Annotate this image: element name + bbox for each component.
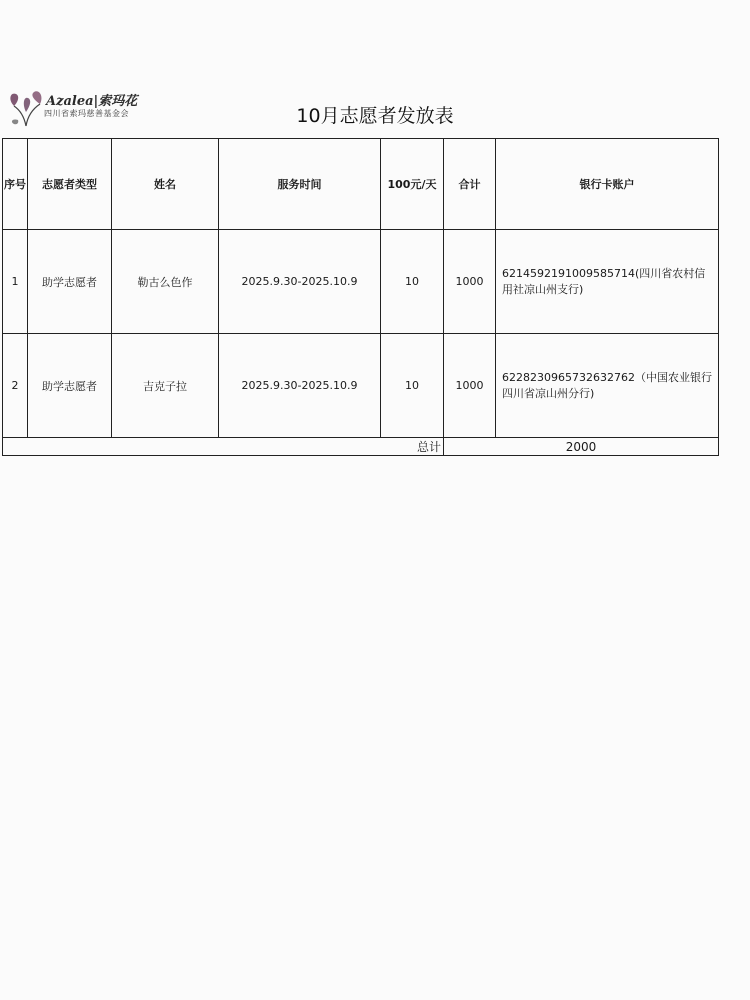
header-name: 姓名 xyxy=(112,139,219,230)
row-volunteer-type: 助学志愿者 xyxy=(28,230,112,334)
row-subtotal: 1000 xyxy=(444,334,496,438)
header-bank-account: 银行卡账户 xyxy=(496,139,719,230)
row-bank-account: 6214592191009585714(四川省农村信用社凉山州支行) xyxy=(496,230,719,334)
row-service-time: 2025.9.30-2025.10.9 xyxy=(219,334,381,438)
total-row xyxy=(3,438,719,456)
header-subtotal: 合计 xyxy=(444,139,496,230)
header-volunteer-type: 志愿者类型 xyxy=(28,139,112,230)
header-index: 序号 xyxy=(3,139,28,230)
table-row xyxy=(3,230,719,334)
row-days: 10 xyxy=(381,334,444,438)
page-title: 10月志愿者发放表 xyxy=(296,105,454,127)
row-bank-account: 6228230965732632762（中国农业银行四川省凉山州分行) xyxy=(496,334,719,438)
row-volunteer-type: 助学志愿者 xyxy=(28,334,112,438)
header-daily-rate: 100元/天 xyxy=(381,139,444,230)
payment-table xyxy=(2,138,719,456)
table-header-row xyxy=(3,139,719,230)
row-index: 1 xyxy=(3,230,28,334)
row-days: 10 xyxy=(381,230,444,334)
table-row xyxy=(3,334,719,438)
total-value: 2000 xyxy=(444,438,719,456)
row-service-time: 2025.9.30-2025.10.9 xyxy=(219,230,381,334)
row-name: 勒古么色作 xyxy=(112,230,219,334)
row-name: 吉克子拉 xyxy=(112,334,219,438)
logo-name: Azalea|索玛花 xyxy=(46,94,138,109)
header-service-time: 服务时间 xyxy=(219,139,381,230)
logo-subtitle: 四川省索玛慈善基金会 xyxy=(44,109,129,118)
row-index: 2 xyxy=(3,334,28,438)
row-subtotal: 1000 xyxy=(444,230,496,334)
total-label: 总计 xyxy=(3,438,444,456)
